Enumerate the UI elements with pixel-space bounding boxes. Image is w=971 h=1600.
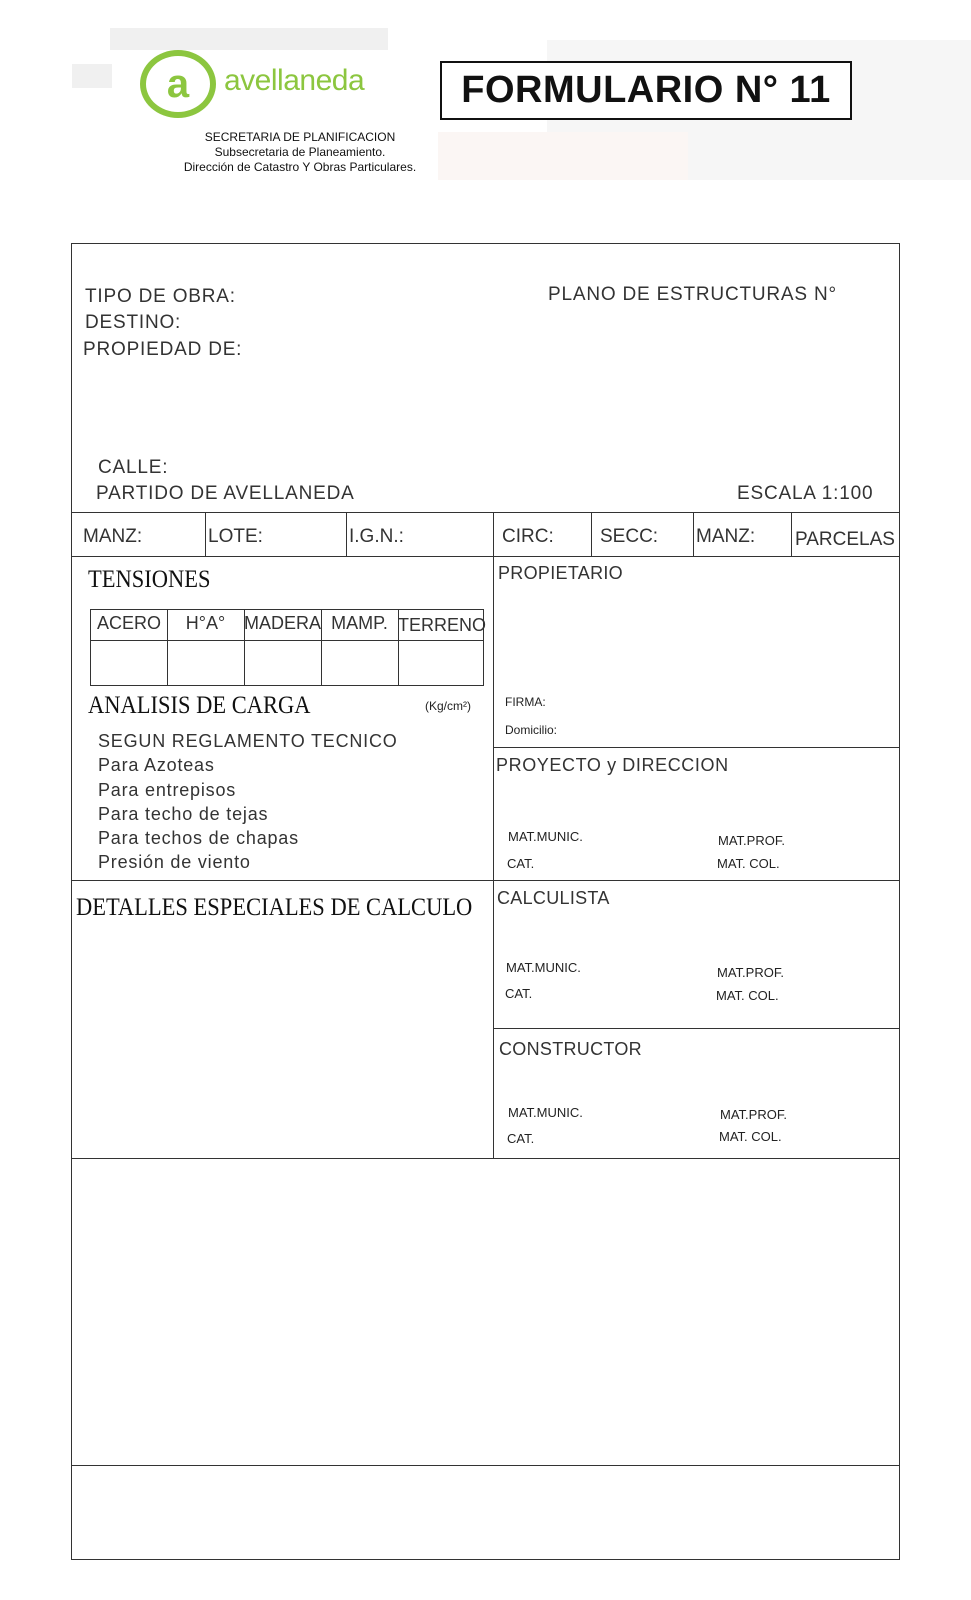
calculista-mat-munic: MAT.MUNIC. <box>506 960 581 975</box>
divider <box>71 556 900 557</box>
divider <box>71 512 900 513</box>
divider <box>493 1028 900 1029</box>
constructor-cat: CAT. <box>507 1131 535 1146</box>
tensiones-table <box>90 609 487 686</box>
divider <box>71 880 900 881</box>
propiedad-label: PROPIEDAD DE: <box>83 339 243 360</box>
form-title: FORMULARIO N° 11 <box>440 61 852 120</box>
secretaria-text: SECRETARIA DE PLANIFICACION <box>204 130 396 144</box>
proyecto-mat-col: MAT. COL. <box>717 856 780 871</box>
proyecto-cat: CAT. <box>507 856 535 871</box>
proyecto-title: PROYECTO y DIRECCION <box>496 755 729 775</box>
logo-icon <box>140 50 216 118</box>
manz2-label: MANZ: <box>696 526 756 547</box>
subsecretaria-text: Subsecretaria de Planeamiento. <box>214 145 386 159</box>
calculista-mat-prof: MAT.PROF. <box>717 965 784 980</box>
divider <box>693 512 694 556</box>
divider <box>346 512 347 556</box>
constructor-mat-munic: MAT.MUNIC. <box>508 1105 583 1120</box>
carga-item: Para entrepisos <box>98 780 237 800</box>
tensiones-col-hormigon: H°A° <box>185 613 226 633</box>
logo-letter: a <box>166 62 190 106</box>
plano-label: PLANO DE ESTRUCTURAS N° <box>548 284 837 305</box>
logo-ghost-band <box>72 64 112 88</box>
constructor-mat-col: MAT. COL. <box>719 1129 782 1144</box>
calculista-mat-col: MAT. COL. <box>716 988 779 1003</box>
parcelas-label: PARCELAS <box>795 529 895 550</box>
secc-label: SECC: <box>600 526 659 547</box>
divider <box>205 512 206 556</box>
tensiones-col-madera: MADERA <box>244 613 322 633</box>
carga-item: SEGUN REGLAMENTO TECNICO <box>98 731 398 751</box>
escala-label: ESCALA 1:100 <box>737 483 874 504</box>
calculista-cat: CAT. <box>505 986 533 1001</box>
divider <box>493 512 494 1159</box>
unit-label: (Kg/cm²) <box>425 699 471 713</box>
lote-label: LOTE: <box>208 526 263 547</box>
drawing-area[interactable] <box>72 1159 899 1464</box>
logo-ghost-band <box>110 28 388 50</box>
detalles-title: DETALLES ESPECIALES DE CALCULO <box>76 894 473 921</box>
partido-label: PARTIDO DE AVELLANEDA <box>96 483 355 504</box>
carga-item: Para Azoteas <box>98 755 215 775</box>
constructor-title: CONSTRUCTOR <box>499 1039 642 1059</box>
firma-label: FIRMA: <box>505 695 546 709</box>
footer-area[interactable] <box>72 1466 899 1559</box>
carga-title: ANALISIS DE CARGA <box>88 692 311 719</box>
tipo-obra-label: TIPO DE OBRA: <box>85 286 236 307</box>
tensiones-col-terreno: TERRENO <box>398 615 487 635</box>
direccion-text: Dirección de Catastro Y Obras Particulares. <box>183 160 417 174</box>
ign-label: I.G.N.: <box>349 526 404 547</box>
destino-label: DESTINO: <box>85 312 182 333</box>
calle-label: CALLE: <box>98 457 169 478</box>
calculista-title: CALCULISTA <box>497 888 610 908</box>
domicilio-label: Domicilio: <box>505 723 558 737</box>
divider <box>493 747 900 748</box>
tensiones-col-mamp: MAMP. <box>331 613 388 633</box>
tensiones-col-acero: ACERO <box>96 613 161 633</box>
logo-text: avellaneda <box>224 64 365 97</box>
divider <box>791 512 792 556</box>
title-bg <box>438 132 688 180</box>
propietario-title: PROPIETARIO <box>498 563 623 583</box>
carga-item: Para techo de tejas <box>98 804 269 824</box>
circ-label: CIRC: <box>502 526 554 547</box>
constructor-mat-prof: MAT.PROF. <box>720 1107 787 1122</box>
proyecto-mat-prof: MAT.PROF. <box>718 833 785 848</box>
carga-item: Presión de viento <box>98 852 251 872</box>
carga-item: Para techos de chapas <box>98 828 299 848</box>
divider <box>591 512 592 556</box>
tensiones-title: TENSIONES <box>88 566 211 593</box>
manz-label: MANZ: <box>83 526 143 547</box>
proyecto-mat-munic: MAT.MUNIC. <box>508 829 583 844</box>
